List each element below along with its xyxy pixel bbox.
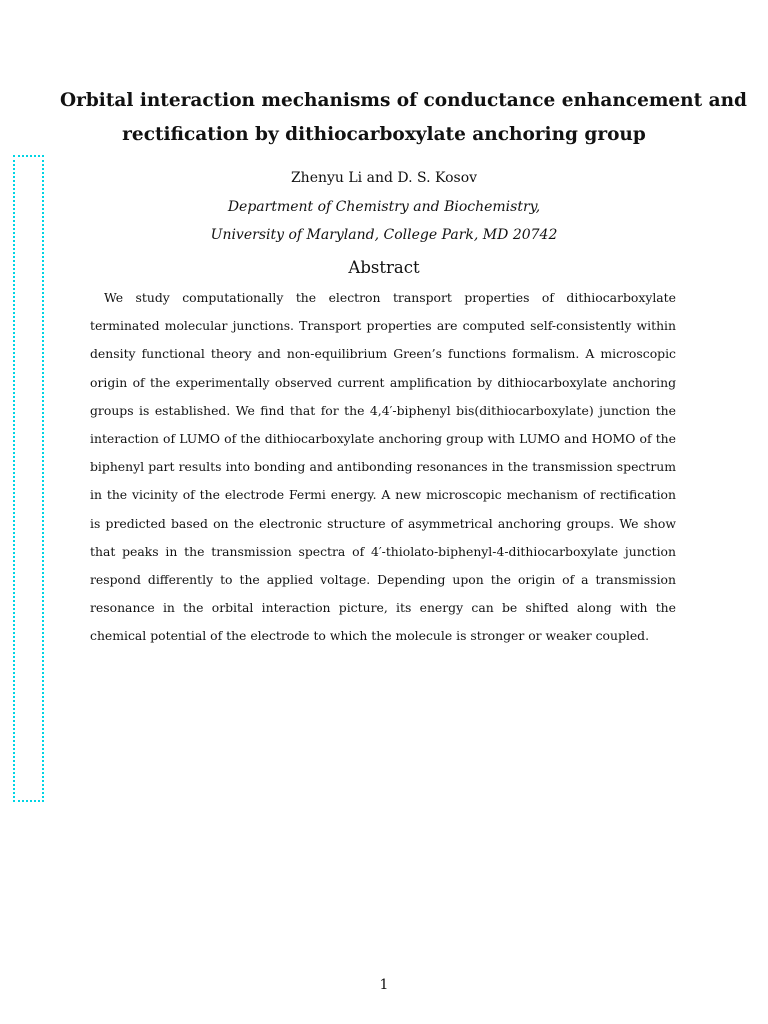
affiliation-line-1: Department of Chemistry and Biochemistry, xyxy=(227,199,541,215)
abstract-heading: Abstract xyxy=(348,258,420,277)
page-number: 1 xyxy=(379,977,389,993)
paper-authors: Zhenyu Li and D. S. Kosov xyxy=(290,170,478,186)
abstract-body: We study computationally the electron transport properties of dithiocarboxylate terminated molecular junctions. Transport properties are computed self-consistently within density functional theory and non-equilibrium Green’s functions formalism. A microscopic origin of the experimentally observed current amplification by dithiocarboxylate anchoring groups is established. We find that for the 4,4′-biphenyl bis(dithiocarboxylate) junction the interaction of LUMO of the dithiocarboxylate anchoring group with LUMO and HOMO of the biphenyl part results into bonding and antibonding resonances in the transmission spectrum in the vicinity of the electrode Fermi energy. A new microscopic mechanism of rectification is predicted based on the electronic structure of asymmetrical anchoring groups. We show that peaks in the transmission spectra of 4′-thiolato-biphenyl-4-dithiocarboxylate junction respond differently to the applied voltage. Depending upon the origin of a transmission resonance in the orbital interaction picture, its energy can be shifted along with the chemical potential of the electrode to which the molecule is stronger or weaker coupled. xyxy=(90,290,676,644)
paper-title xyxy=(60,84,747,152)
paper-title-line-2: rectification by dithiocarboxylate anchoring group xyxy=(122,124,646,145)
affiliation-line-2: University of Maryland, College Park, MD 20742 xyxy=(210,227,558,243)
margin-marker-box xyxy=(13,155,44,802)
paper-title-line-1: Orbital interaction mechanisms of conductance enhancement and xyxy=(60,90,747,111)
